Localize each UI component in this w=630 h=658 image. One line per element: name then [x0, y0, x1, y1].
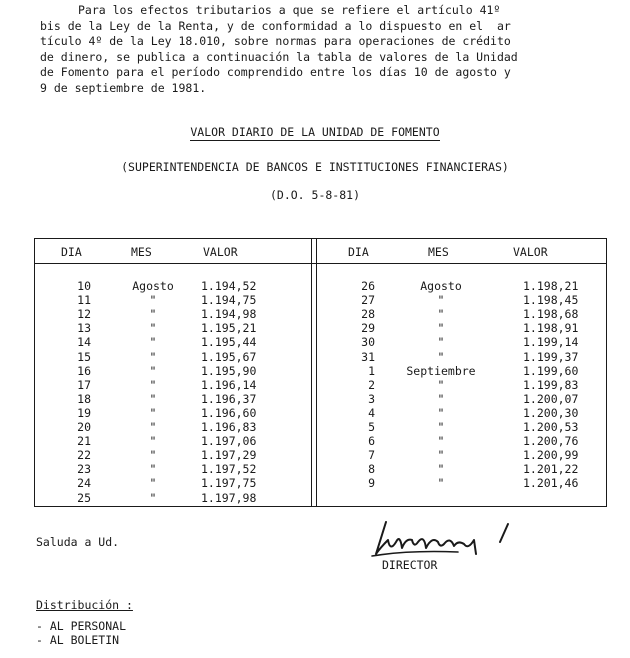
- month-cell: ": [149, 377, 157, 392]
- value-cell: 1.195,67: [201, 349, 257, 364]
- value-cell: 1.197,52: [201, 462, 257, 477]
- signature-role: DIRECTOR: [382, 558, 438, 572]
- day-cell: 16: [77, 363, 91, 378]
- document-title: VALOR DIARIO DE LA UNIDAD DE FOMENTO: [190, 125, 440, 139]
- header-dia: DIA: [61, 245, 82, 259]
- month-cell: ": [437, 321, 445, 336]
- day-cell: 18: [77, 391, 91, 406]
- month-cell: ": [149, 434, 157, 449]
- value-cell: 1.194,98: [201, 307, 257, 322]
- month-cell: ": [437, 377, 445, 392]
- month-cell: ": [437, 349, 445, 364]
- intro-line: Para los efectos tributarios a que se refiere el artículo 41º: [78, 3, 501, 17]
- intro-line: 9 de septiembre de 1981.: [40, 80, 207, 95]
- day-cell: 6: [368, 434, 375, 449]
- day-cell: 22: [77, 448, 91, 463]
- month-cell: ": [437, 434, 445, 449]
- month-cell: ": [149, 363, 157, 378]
- month-cell: ": [437, 307, 445, 322]
- value-cell: 1.195,21: [201, 321, 257, 336]
- value-cell: 1.200,99: [523, 448, 579, 463]
- month-cell: ": [437, 293, 445, 308]
- month-cell: ": [149, 462, 157, 477]
- day-cell: 23: [77, 462, 91, 477]
- day-cell: 11: [77, 293, 91, 308]
- header-mes: MES: [428, 245, 449, 259]
- month-cell: Agosto: [420, 279, 462, 293]
- subtitle: (SUPERINTENDENCIA DE BANCOS E INSTITUCIONES FINANCIERAS): [121, 160, 509, 174]
- signature-image: [368, 518, 538, 562]
- value-cell: 1.197,75: [201, 476, 257, 491]
- day-cell: 10: [77, 279, 91, 293]
- day-cell: 15: [77, 349, 91, 364]
- header-mes: MES: [131, 245, 152, 259]
- day-cell: 9: [368, 476, 375, 491]
- value-cell: 1.195,44: [201, 335, 257, 350]
- month-cell: ": [149, 335, 157, 350]
- day-cell: 17: [77, 377, 91, 392]
- intro-paragraph: [40, 3, 615, 96]
- table-center-divider: [311, 239, 312, 506]
- header-divider: [35, 263, 606, 264]
- day-cell: 4: [368, 405, 375, 420]
- value-cell: 1.199,60: [523, 363, 579, 378]
- value-cell: 1.196,60: [201, 405, 257, 420]
- month-cell: Septiembre: [406, 363, 476, 378]
- day-cell: 31: [361, 349, 375, 364]
- day-cell: 12: [77, 307, 91, 322]
- day-cell: 29: [361, 321, 375, 336]
- value-cell: 1.197,06: [201, 434, 257, 449]
- month-cell: ": [437, 391, 445, 406]
- month-cell: ": [437, 448, 445, 463]
- day-cell: 3: [368, 391, 375, 406]
- distribution-heading: Distribución :: [36, 598, 133, 612]
- value-cell: 1.201,22: [523, 462, 579, 477]
- value-cell: 1.196,14: [201, 377, 257, 392]
- month-cell: ": [149, 405, 157, 420]
- value-cell: 1.196,83: [201, 420, 257, 434]
- header-dia: DIA: [348, 245, 369, 259]
- day-cell: 28: [361, 307, 375, 322]
- value-cell: 1.197,98: [201, 490, 257, 505]
- table-center-divider: [316, 239, 317, 506]
- value-cell: 1.196,37: [201, 391, 257, 406]
- signature-block: [368, 518, 538, 572]
- month-cell: ": [149, 448, 157, 463]
- month-cell: ": [149, 307, 157, 322]
- value-cell: 1.200,76: [523, 434, 579, 449]
- day-cell: 30: [361, 335, 375, 350]
- intro-line: de Fomento para el período comprendido entre los días 10 de agosto y: [40, 65, 511, 79]
- intro-line: bis de la Ley de la Renta, y de conformidad a lo dispuesto en el ar: [40, 18, 511, 33]
- month-cell: ": [149, 391, 157, 406]
- title-block: [0, 125, 630, 141]
- value-cell: 1.194,52: [201, 279, 257, 293]
- month-cell: Agosto: [132, 279, 174, 293]
- value-cell: 1.194,75: [201, 293, 257, 308]
- day-cell: 5: [368, 420, 375, 434]
- distribution-item: - AL PERSONAL: [36, 619, 127, 633]
- day-cell: 8: [368, 462, 375, 477]
- day-cell: 21: [77, 434, 91, 449]
- value-cell: 1.198,45: [523, 293, 579, 308]
- value-cell: 1.199,14: [523, 335, 579, 350]
- day-cell: 7: [368, 448, 375, 463]
- value-cell: 1.201,46: [523, 476, 579, 491]
- value-cell: 1.198,91: [523, 321, 579, 336]
- day-cell: 20: [77, 420, 91, 434]
- month-cell: ": [149, 321, 157, 336]
- month-cell: ": [149, 476, 157, 491]
- value-cell: 1.199,37: [523, 349, 579, 364]
- month-cell: ": [437, 420, 445, 434]
- header-valor: VALOR: [513, 245, 548, 259]
- day-cell: 24: [77, 476, 91, 491]
- value-cell: 1.198,21: [523, 279, 579, 293]
- value-cell: 1.199,83: [523, 377, 579, 392]
- day-cell: 19: [77, 405, 91, 420]
- value-cell: 1.198,68: [523, 307, 579, 322]
- value-cell: 1.200,07: [523, 391, 579, 406]
- day-cell: 14: [77, 335, 91, 350]
- value-cell: 1.200,53: [523, 420, 579, 434]
- value-cell: 1.197,29: [201, 448, 257, 463]
- day-cell: 1: [368, 363, 375, 378]
- month-cell: ": [437, 335, 445, 350]
- month-cell: ": [437, 462, 445, 477]
- intro-line: de dinero, se publica a continuación la tabla de valores de la Unidad: [40, 49, 518, 64]
- month-cell: ": [149, 293, 157, 308]
- uf-value-table: [34, 238, 607, 507]
- month-cell: ": [437, 405, 445, 420]
- day-cell: 13: [77, 321, 91, 336]
- distribution-item: - AL BOLETIN: [36, 633, 120, 647]
- day-cell: 2: [368, 377, 375, 392]
- month-cell: ": [149, 490, 157, 505]
- official-gazette-reference: (D.O. 5-8-81): [269, 188, 360, 202]
- month-cell: ": [437, 476, 445, 491]
- day-cell: 25: [77, 490, 91, 505]
- value-cell: 1.195,90: [201, 363, 257, 378]
- intro-line: tículo 4º de la Ley 18.010, sobre normas para operaciones de crédito: [40, 34, 511, 48]
- closing-text: Saluda a Ud.: [36, 535, 120, 549]
- day-cell: 27: [361, 293, 375, 308]
- month-cell: ": [149, 349, 157, 364]
- value-cell: 1.200,30: [523, 405, 579, 420]
- month-cell: ": [149, 420, 157, 434]
- day-cell: 26: [361, 279, 375, 293]
- header-valor: VALOR: [203, 245, 238, 259]
